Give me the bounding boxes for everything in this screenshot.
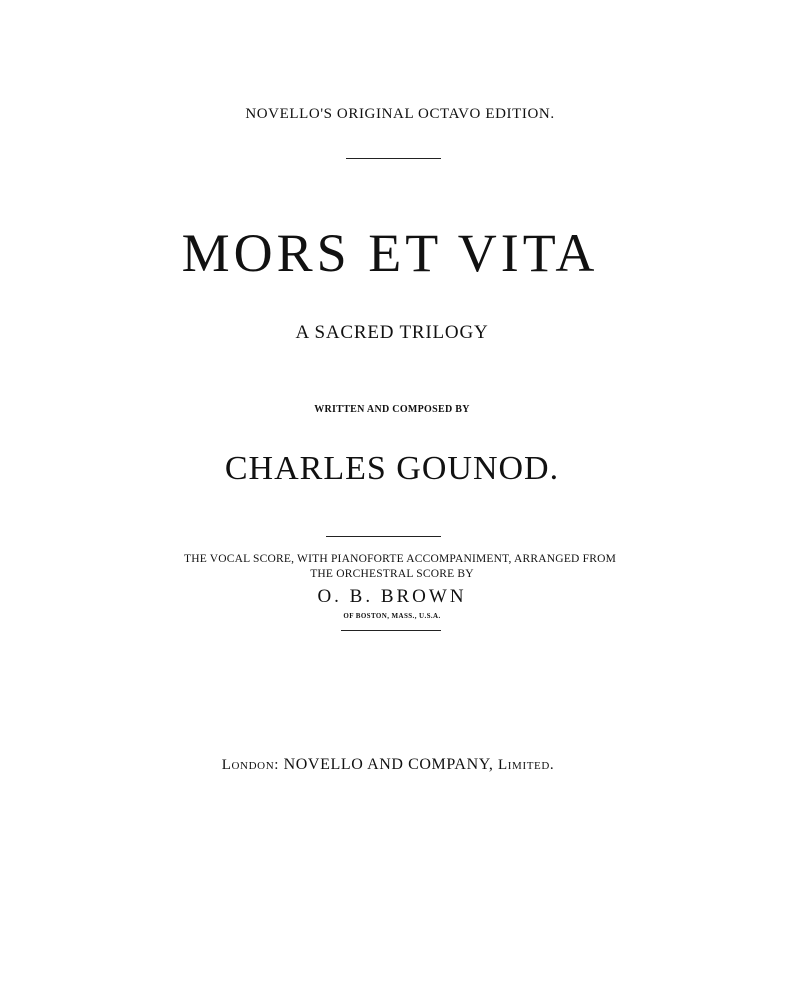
divider-rule-bottom: [341, 630, 441, 631]
imprint-city: London:: [221, 757, 279, 773]
divider-rule-middle: [326, 536, 441, 537]
composed-by-label: WRITTEN AND COMPOSED BY: [314, 404, 470, 415]
arranger-name: O. B. BROWN: [317, 586, 467, 607]
composer-name: CHARLES GOUNOD.: [224, 450, 560, 487]
imprint-suffix: Limited.: [498, 757, 555, 773]
divider-rule-top: [346, 158, 441, 159]
publisher-imprint: [0, 756, 788, 774]
arranger-origin: OF BOSTON, MASS., U.S.A.: [343, 612, 441, 620]
edition-heading: NOVELLO'S ORIGINAL OCTAVO EDITION.: [245, 106, 555, 122]
arrangement-description-line-2: THE ORCHESTRAL SCORE BY: [310, 568, 474, 580]
arrangement-description-line-1: THE VOCAL SCORE, WITH PIANOFORTE ACCOMPANIMENT, ARRANGED FROM: [183, 553, 617, 565]
work-subtitle: A SACRED TRILOGY: [295, 322, 489, 343]
work-title: MORS ET VITA: [181, 223, 599, 283]
imprint-publisher: NOVELLO AND COMPANY,: [283, 756, 494, 773]
